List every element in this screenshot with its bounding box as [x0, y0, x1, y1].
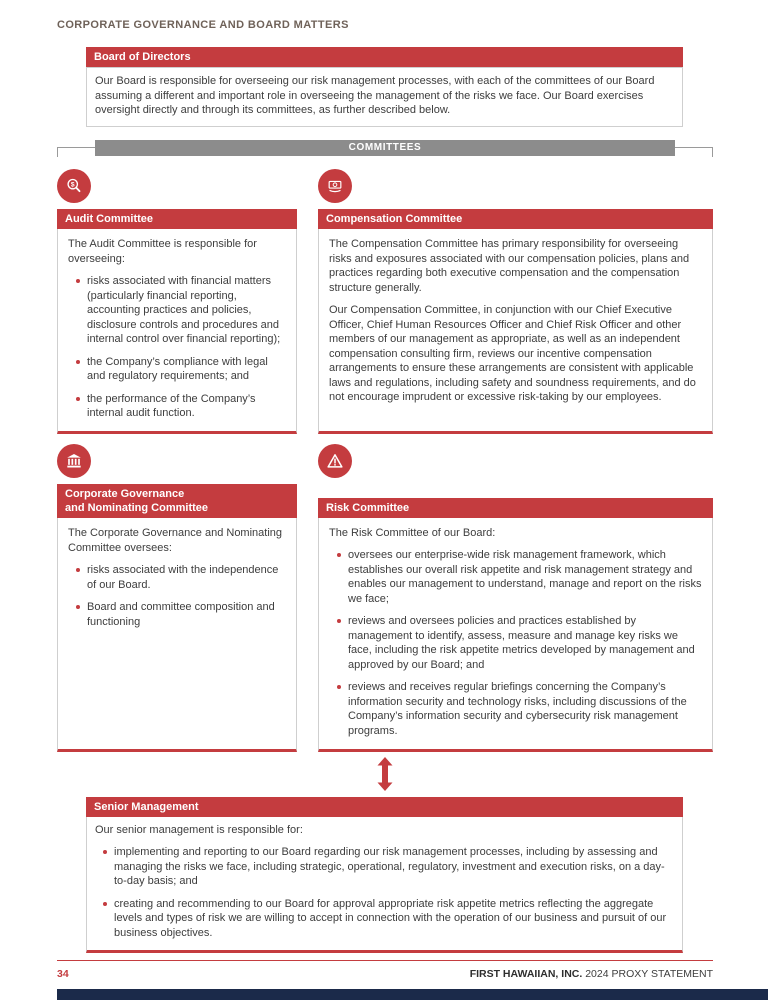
- board-title-bar: Board of Directors: [86, 47, 683, 67]
- audit-committee-content: [57, 229, 297, 434]
- committees-label: COMMITTEES: [95, 140, 675, 156]
- risk-committee-title: Risk Committee: [318, 498, 713, 518]
- governance-title-line1: Corporate Governance: [65, 487, 185, 500]
- risk-intro: The Risk Committee of our Board:: [329, 526, 496, 539]
- governance-header-wrap: [57, 484, 297, 519]
- senior-management-content: [86, 817, 683, 954]
- board-body: Our Board is responsible for overseeing our risk management processes, with each of the committees of our Board assuming a different and important role in overseeing the management of the risks we face. Our Board exercises oversight directly and through its committees, as further described below.: [86, 67, 683, 127]
- committees-bracket: [57, 140, 713, 156]
- bullet-item: the Company’s compliance with legal and regulatory requirements; and: [74, 355, 286, 384]
- compensation-committee-content: [318, 229, 713, 434]
- board-of-directors-card: [86, 47, 683, 127]
- footer-brand-line: [470, 968, 713, 980]
- governance-title-line2: and Nominating Committee: [65, 502, 209, 515]
- brand-name: FIRST HAWAIIAN, INC.: [469, 968, 583, 980]
- double-arrow-icon: [57, 757, 713, 793]
- section-header: CORPORATE GOVERNANCE AND BOARD MATTERS: [57, 19, 349, 31]
- compensation-paragraph: The Compensation Committee has primary responsibility for overseeing risks and exposures associated with our compensation policies, plans and practices regarding both executive compensation and the compensation structure generally.: [329, 238, 690, 294]
- governance-intro: The Corporate Governance and Nominating Committee oversees:: [68, 527, 283, 554]
- page-footer: [57, 960, 713, 980]
- committees-row-2: [57, 444, 713, 752]
- compensation-committee-card: [318, 169, 713, 434]
- governance-committee-card: [57, 444, 297, 752]
- audit-magnifier-dollar-icon: [57, 169, 91, 203]
- risk-header-wrap: [318, 484, 713, 518]
- compensation-committee-title: Compensation Committee: [318, 209, 713, 229]
- senior-management-card: [86, 797, 683, 954]
- governance-committee-content: [57, 518, 297, 751]
- bullet-item: implementing and reporting to our Board regarding our risk management processes, including by assessing and managing the risks we face, including strategic, operational, regulatory, investment and execution risks, on a day-to-day basis; and: [101, 845, 674, 889]
- footer-navy-bar: [57, 989, 768, 1000]
- audit-committee-card: [57, 169, 297, 434]
- senior-bullet-list: [95, 845, 674, 940]
- risk-committee-content: [318, 518, 713, 752]
- committees-row-1: [57, 169, 713, 434]
- audit-intro: The Audit Committee is responsible for overseeing:: [68, 238, 257, 265]
- bracket-tick-right: [712, 147, 713, 157]
- governance-committee-title: [57, 484, 297, 519]
- bullet-item: risks associated with financial matters (particularly financial reporting, accounting practices and policies, disclosure controls and procedures and internal control over financial reporting);: [74, 274, 286, 347]
- audit-header-wrap: [57, 209, 297, 229]
- risk-committee-card: [318, 444, 713, 752]
- governance-bullet-list: [68, 563, 286, 629]
- bullet-item: Board and committee composition and functioning: [74, 600, 286, 629]
- bank-building-icon: [57, 444, 91, 478]
- statement-label: 2024 PROXY STATEMENT: [585, 968, 713, 980]
- bullet-item: risks associated with the independence of our Board.: [74, 563, 286, 592]
- bullet-item: reviews and receives regular briefings concerning the Company’s information security and technology risks, including discussions of the Company’s information security and cybersecurity risk management programs.: [335, 680, 702, 738]
- senior-intro: Our senior management is responsible for:: [95, 823, 303, 836]
- bullet-item: oversees our enterprise-wide risk management framework, which establishes our overall risk appetite and risk management strategy and enables our management to understand, manage and report on the risks we face;: [335, 548, 702, 606]
- senior-management-title-bar: Senior Management: [86, 797, 683, 817]
- bullet-item: reviews and oversees policies and practices established by management to identify, assess, measure and manage key risks we face, including the risk appetite metrics developed by management and approved by our Board; and: [335, 614, 702, 672]
- money-hand-icon: [318, 169, 352, 203]
- svg-text:$: $: [70, 181, 75, 189]
- bullet-item: creating and recommending to our Board for approval appropriate risk appetite metrics reflecting the aggregate levels and types of risk we are willing to accept in connection with the operation of our business and pursuit of our business objectives.: [101, 897, 674, 941]
- page-number: 34: [57, 968, 69, 980]
- audit-committee-title: Audit Committee: [57, 209, 297, 229]
- compensation-paragraph: Our Compensation Committee, in conjunction with our Chief Executive Officer, Chief Human Resources Officer and Chief Risk Officer and other members of our management as appropriate, as well as an independent compensation consulting firm, reviews our incentive compensation arrangements to ensure these arrangements are consistent with applicable laws and regulations, including safety and soundness requirements, and do not encourage imprudent or excessive risk-taking by our employees.: [329, 304, 696, 404]
- warning-triangle-icon: [318, 444, 352, 478]
- compensation-header-wrap: [318, 209, 713, 229]
- bracket-tick-left: [57, 147, 58, 157]
- bullet-item: the performance of the Company’s internal audit function.: [74, 392, 286, 421]
- audit-bullet-list: [68, 274, 286, 421]
- risk-bullet-list: [329, 548, 702, 738]
